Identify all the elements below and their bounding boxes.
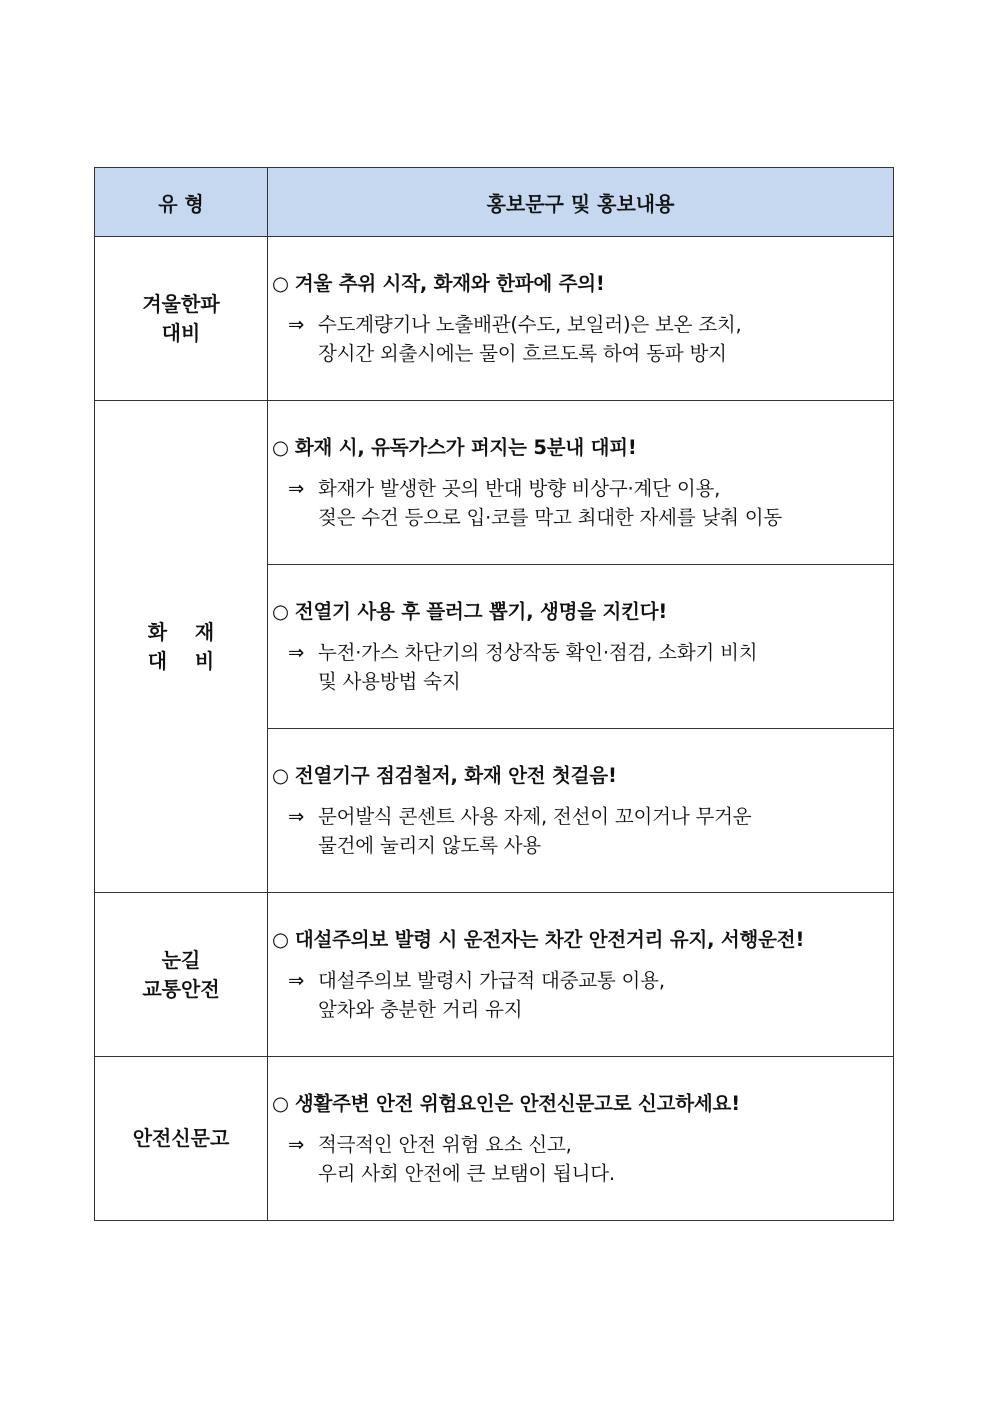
detail-line: 물건에 눌리지 않도록 사용: [318, 833, 542, 857]
detail-line: 문어발식 콘센트 사용 자제, 전선이 꼬이거나 무거운: [318, 804, 752, 828]
type-label: 안전신문고: [132, 1126, 230, 1150]
promotion-table: [94, 167, 894, 1221]
headline: [272, 270, 885, 298]
type-cell-fire: [95, 401, 268, 893]
table-header-row: [95, 168, 894, 237]
detail-line: 우리 사회 안전에 큰 보탬이 됩니다.: [318, 1161, 615, 1185]
content-cell: [268, 1057, 894, 1221]
table-row: [95, 1057, 894, 1221]
arrow-icon: ⇒: [288, 804, 305, 828]
detail-line: 누전·가스 차단기의 정상작동 확인·점검, 소화기 비치: [318, 640, 758, 664]
detail-line: 앞차와 충분한 거리 유지: [318, 997, 523, 1021]
detail: [272, 802, 885, 860]
detail-line: 장시간 외출시에는 물이 흐르도록 하여 동파 방지: [318, 341, 727, 365]
table-row: [95, 893, 894, 1057]
headline: [272, 1090, 885, 1118]
detail-line: 젖은 수건 등으로 입·코를 막고 최대한 자세를 낮춰 이동: [318, 505, 783, 529]
headline-text: 대설주의보 발령 시 운전자는 차간 안전거리 유지, 서행운전!: [294, 927, 805, 951]
arrow-icon: ⇒: [288, 476, 305, 500]
content-cell: [268, 893, 894, 1057]
arrow-icon: ⇒: [288, 640, 305, 664]
detail-line: 대설주의보 발령시 가급적 대중교통 이용,: [318, 968, 665, 992]
content-cell: [268, 401, 894, 565]
detail: [272, 310, 885, 368]
arrow-icon: ⇒: [288, 312, 305, 336]
headline-text: 겨울 추위 시작, 화재와 한파에 주의!: [294, 271, 605, 295]
circle-bullet-icon: ○: [272, 927, 289, 951]
detail-line: 화재가 발생한 곳의 반대 방향 비상구·계단 이용,: [318, 476, 721, 500]
headline-text: 화재 시, 유독가스가 퍼지는 5분내 대피!: [294, 435, 637, 459]
headline: [272, 926, 885, 954]
type-label: 겨울한파: [142, 291, 220, 316]
header-type: 유 형: [95, 168, 268, 237]
circle-bullet-icon: ○: [272, 1091, 289, 1115]
content-cell: [268, 237, 894, 401]
headline: [272, 434, 885, 462]
table-row: [95, 237, 894, 401]
arrow-icon: ⇒: [288, 1132, 305, 1156]
detail: [272, 474, 885, 532]
table-row: [95, 401, 894, 565]
arrow-icon: ⇒: [288, 968, 305, 992]
type-label: 화 재: [147, 619, 215, 644]
type-label: 대비: [161, 320, 201, 345]
detail-line: 수도계량기나 노출배관(수도, 보일러)은 보온 조치,: [318, 312, 742, 336]
detail: [272, 966, 885, 1024]
circle-bullet-icon: ○: [272, 271, 289, 295]
type-label: 교통안전: [142, 976, 220, 1001]
circle-bullet-icon: ○: [272, 599, 289, 623]
header-content: 홍보문구 및 홍보내용: [268, 168, 894, 237]
detail: [272, 1130, 885, 1188]
detail-line: 및 사용방법 숙지: [318, 669, 461, 693]
type-cell-winter: [95, 237, 268, 401]
headline-text: 생활주변 안전 위험요인은 안전신문고로 신고하세요!: [294, 1091, 740, 1115]
detail-line: 적극적인 안전 위험 요소 신고,: [318, 1132, 572, 1156]
content-cell: [268, 729, 894, 893]
circle-bullet-icon: ○: [272, 435, 289, 459]
headline-text: 전열기구 점검철저, 화재 안전 첫걸음!: [294, 763, 617, 787]
type-label: 대 비: [147, 648, 215, 673]
type-cell-snow-traffic: [95, 893, 268, 1057]
type-cell-safety-report: [95, 1057, 268, 1221]
detail: [272, 638, 885, 696]
type-label: 눈길: [161, 947, 201, 972]
circle-bullet-icon: ○: [272, 763, 289, 787]
headline-text: 전열기 사용 후 플러그 뽑기, 생명을 지킨다!: [294, 599, 668, 623]
headline: [272, 598, 885, 626]
content-cell: [268, 565, 894, 729]
headline: [272, 762, 885, 790]
